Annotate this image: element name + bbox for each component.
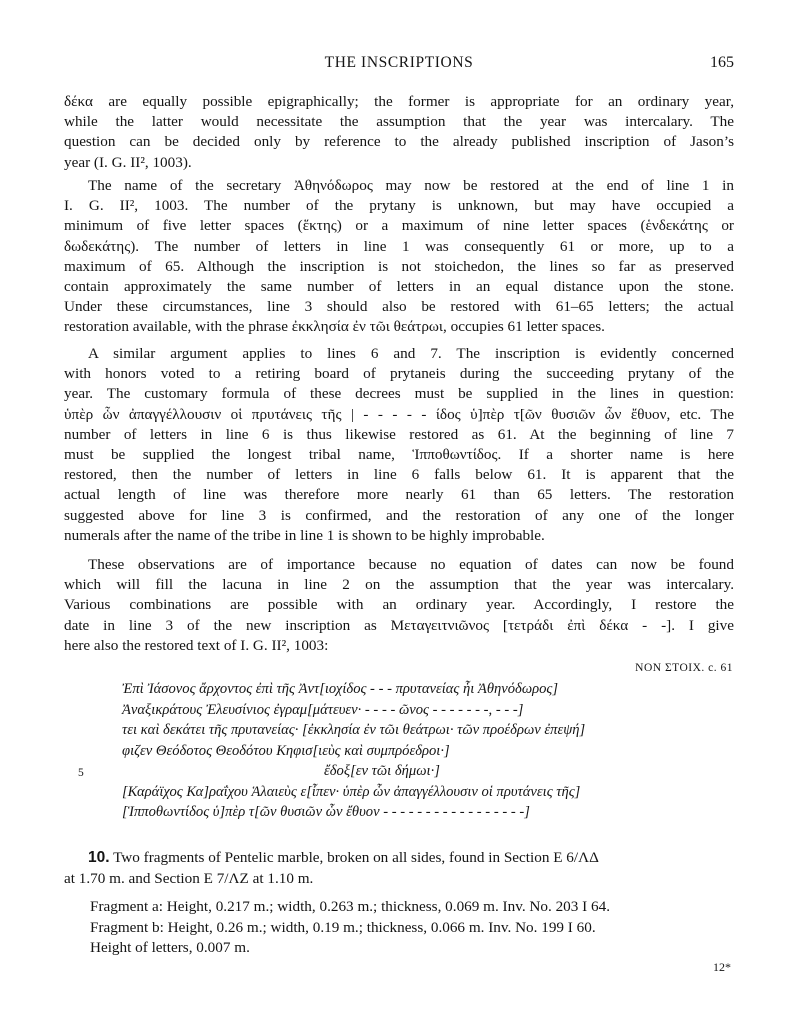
paragraph-3 xyxy=(64,344,734,546)
section-10-line-1 xyxy=(64,848,734,869)
text-line: ὑπὲρ ὧν ἀπαγγέλλουσιν οἱ πρυτάνεις τῆς | - - - - - ίδος ὑ]πὲρ τ[ῶν θυσιῶν ὧν ἔθυον, etc. The xyxy=(64,405,734,423)
line-number-marker: 5 xyxy=(78,767,84,779)
text-line: A similar argument applies to lines 6 and 7. The inscription is evidently concerned xyxy=(88,345,734,362)
running-header xyxy=(64,54,734,76)
fragment-line: Fragment b: Height, 0.26 m.; width, 0.19 m.; thickness, 0.066 m. Inv. No. 199 I 60. xyxy=(90,918,596,936)
text-line: date in line 3 of the new inscription as Μεταγειτνιῶνος [τετράδι ἐπὶ δέκα - -]. I give xyxy=(64,616,734,634)
text-line: δέκα are equally possible epigraphically; the former is appropriate for an ordinary year, xyxy=(64,93,734,110)
text-line: restored, then the number of letters in line 6 falls below 61. It is apparent that the xyxy=(64,466,734,484)
fragment-line: Height of letters, 0.007 m. xyxy=(90,939,250,956)
text-line: numerals after the name of the tribe in line 1 is shown to be highly improbable. xyxy=(64,526,545,544)
inscription-line: φιζεν Θεόδοτος Θεοδότου Κηφισ[ιεὺς καὶ συμπρόεδροι·] xyxy=(122,742,450,759)
text-line: suggested above for line 3 is confirmed, and the restoration of any one of the longer xyxy=(64,506,734,524)
inscription-line: Ἐπὶ Ἰάσονος ἄρχοντος ἐπὶ τῆς Ἀντ[ιοχίδος - - - πρυτανείας ἧι Ἀθηνόδωρος] xyxy=(122,681,559,697)
text-line: with honors voted to a retiring board of prytaneis during the succeeding prytany of the xyxy=(64,365,734,383)
page-number: 165 xyxy=(710,54,734,71)
section-10-text: Two fragments of Pentelic marble, broken on all sides, found in Section E 6/ΛΔ xyxy=(113,849,599,866)
inscription-line: [Ἱπποθωντίδος ὑ]πὲρ τ[ῶν θυσιῶν ὧν ἔθυον - - - - - - - - - - - - - - - - -] xyxy=(122,804,530,820)
text-line: The name of the secretary Ἀθηνόδωρος may now be restored at the end of line 1 in xyxy=(88,177,734,194)
text-line: maximum of 65. Although the inscription is not stoichedon, the lines so far as preserved xyxy=(64,257,734,275)
paragraph-1 xyxy=(64,92,734,173)
text-line: here also the restored text of I. G. II², 1003: xyxy=(64,636,329,654)
text-line: minimum of five letter spaces (ἕκτης) or a maximum of nine letter spaces (ἑνδεκάτης or xyxy=(64,217,734,235)
text-line: must be supplied the longest tribal name, Ἱπποθωντίδος. If a shorter name is here xyxy=(64,446,734,464)
paragraph-4 xyxy=(64,555,734,656)
text-line: Various combinations are possible with an ordinary year. Accordingly, I restore the xyxy=(64,596,734,614)
signature-mark: 12* xyxy=(713,960,731,974)
running-title: THE INSCRIPTIONS xyxy=(324,54,474,71)
text-line: year (I. G. II², 1003). xyxy=(64,153,192,171)
section-number: 10. xyxy=(88,849,110,866)
text-line: year. The customary formula of these decrees must be supplied in the lines in question: xyxy=(64,385,734,403)
text-line: which will fill the lacuna in line 2 on the assumption that the year was intercalary. xyxy=(64,576,734,594)
text-line: δωδεκάτης). The number of letters in line 1 was consequently 61 or more, up to a xyxy=(64,237,734,255)
inscription-text xyxy=(122,679,682,823)
text-line: Under these circumstances, line 3 should also be restored with 61–65 letters; the actual xyxy=(64,298,734,316)
text-line: contain approximately the same number of letters in an equal distance upon the stone. xyxy=(64,278,734,296)
section-10-line-2: at 1.70 m. and Section E 7/ΛΖ at 1.10 m. xyxy=(64,869,314,887)
fragment-details xyxy=(90,897,736,959)
text-line: These observations are of importance because no equation of dates can now be found xyxy=(88,556,734,573)
inscription-line: ἔδοξ[εν τῶι δήμωι·] xyxy=(324,763,440,779)
text-line: number of letters in line 6 is thus likewise restored as 61. At the beginning of line 7 xyxy=(64,425,734,443)
text-line: while the latter would necessitate the assumption that the year was intercalary. The xyxy=(64,113,734,131)
inscription-line: τει καὶ δεκάτει τῆς πρυτανείας· [ἐκκλησία ἐν τῶι θεάτρωι· τῶν προέδρων ἐπεψή] xyxy=(122,722,586,738)
text-line: I. G. II², 1003. The number of the prytany is unknown, but may have occupied a xyxy=(64,197,734,215)
inscription-line: [Καράϊχος Κα]ραΐχου Ἁλαιεὺς ε[ἶπεν· ὑπὲρ ὧν ἀπαγγέλλουσιν οἱ πρυτάνεις τῆς] xyxy=(122,783,581,800)
text-line: actual length of line was therefore more nearly 61 than 65 letters. The restoration xyxy=(64,486,734,504)
paragraph-2 xyxy=(64,176,734,338)
text-line: restoration available, with the phrase ἐκκλησία ἐν τῶι θεάτρωι, occupies 61 letter spaces. xyxy=(64,318,605,336)
section-10 xyxy=(64,848,734,889)
non-stoich-note: ΝΟΝ ΣΤΟΙΧ. c. 61 xyxy=(635,662,733,674)
text-line: question can be decided only by reference to the already published inscription of Jason’s xyxy=(64,133,734,151)
inscription-line: Ἀναξικράτους Ἐλευσίνιος ἐγραμ[μάτευεν· - - - - ῶνος - - - - - - -, - - -] xyxy=(122,701,524,718)
fragment-line: Fragment a: Height, 0.217 m.; width, 0.263 m.; thickness, 0.069 m. Inv. No. 203 I 64. xyxy=(90,898,610,915)
